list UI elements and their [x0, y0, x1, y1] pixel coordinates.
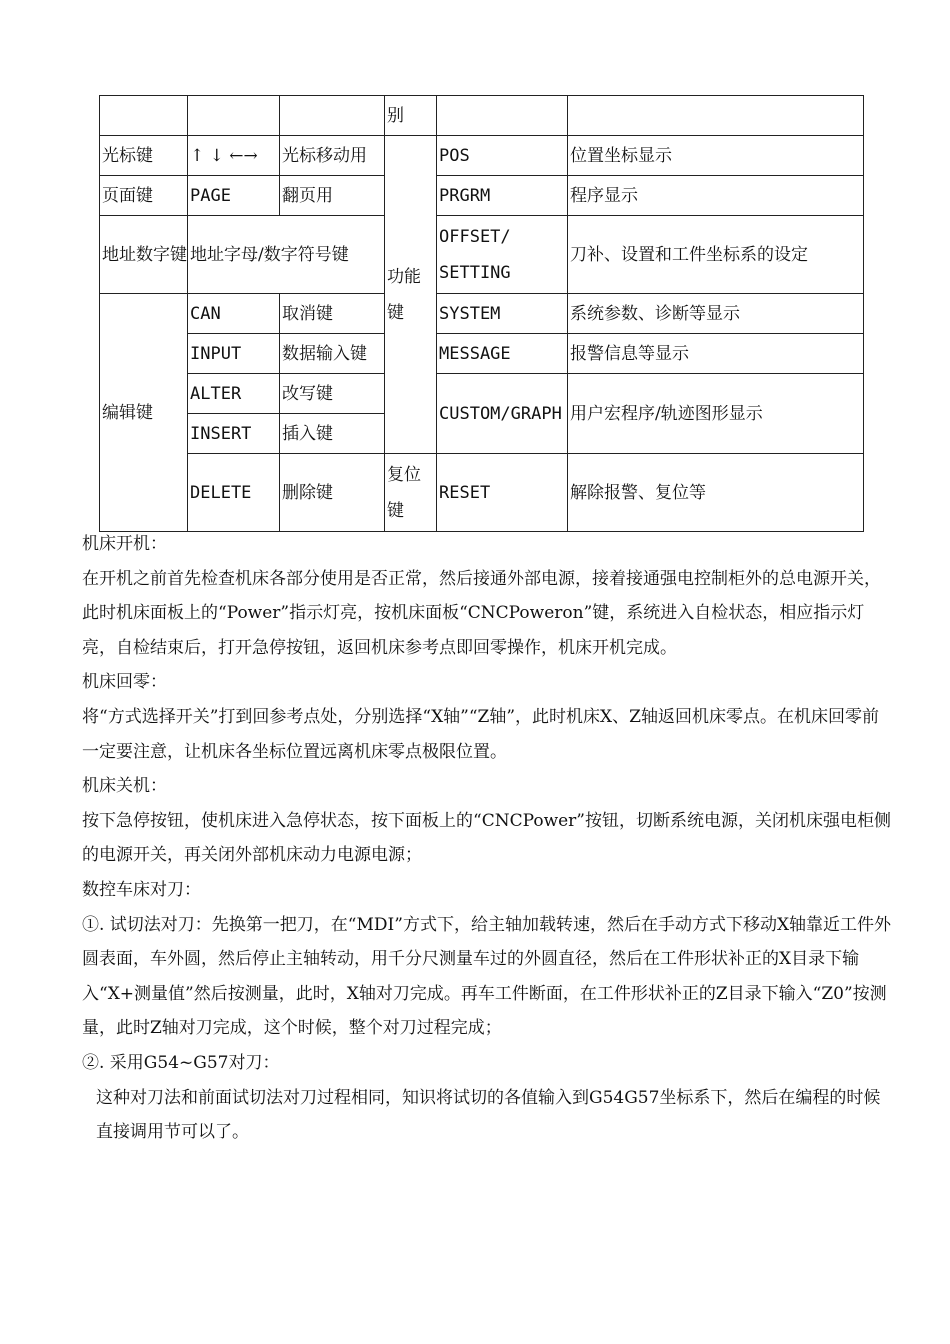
func-description: 位置坐标显示 [568, 136, 864, 176]
table-row [100, 294, 864, 334]
paragraph-startup: 在开机之前首先检查机床各部分使用是否正常，然后接通外部电源，接着接通强电控制柜外的总电源开关，此时机床面板上的“Power”指示灯亮，按机床面板“CNCPoweron”键，系统进入自检状态，相应指示灯亮，自检结束后，打开急停按钮，返回机床参考点即回零操作，机床开机完成。 [82, 568, 881, 658]
document-body [82, 527, 894, 1150]
paragraph-homing: 将“方式选择开关”打到回参考点处，分别选择“X轴”“Z轴”，此时机床X、Z轴返回机床零点。在机床回零前一定要注意，让机床各坐标位置远离机床零点极限位置。 [82, 706, 879, 762]
section-heading-shutdown: 机床关机： [82, 776, 167, 797]
key-group-name: 地址数字键 [100, 216, 188, 294]
paragraph-g54-body: 这种对刀法和前面试切法对刀过程相同，知识将试切的各值输入到G54G57坐标系下，然后在编程的时候直接调用节可以了。 [96, 1087, 881, 1143]
table-cell [188, 96, 280, 136]
func-key: MESSAGE [437, 334, 568, 374]
key-description: 取消键 [280, 294, 385, 334]
func-group-label: 功能键 [385, 136, 437, 454]
table-cell [280, 96, 385, 136]
table-cell [100, 96, 188, 136]
section-heading-homing: 机床回零： [82, 672, 167, 693]
key-symbol: INSERT [188, 414, 280, 454]
key-description: 光标移动用 [280, 136, 385, 176]
edit-group-label: 编辑键 [100, 294, 188, 532]
table-row [100, 96, 864, 136]
key-group-name: 页面键 [100, 176, 188, 216]
func-description: 程序显示 [568, 176, 864, 216]
table-row [100, 374, 864, 414]
section-heading-tool-setting: 数控车床对刀： [82, 879, 201, 900]
func-description: 系统参数、诊断等显示 [568, 294, 864, 334]
function-key-table [99, 95, 864, 532]
reset-group-label: 复位键 [385, 454, 437, 532]
table-cell [437, 96, 568, 136]
key-symbol: ↑ ↓ ←→ [188, 136, 280, 176]
func-key: SYSTEM [437, 294, 568, 334]
func-description: 解除报警、复位等 [568, 454, 864, 532]
table-row [100, 176, 864, 216]
paragraph-trial-cut: ①. 试切法对刀：先换第一把刀，在“MDI”方式下，给主轴加载转速，然后在手动方式下移动X轴靠近工件外圆表面，车外圆，然后停止主轴转动，用千分尺测量车过的外圆直径，然后在工件形状补正的X目录下输入“X+测量值”然后按测量，此时，X轴对刀完成。再车工件断面，在工件形状补正的Z目录下输入“Z0”按测量，此时Z轴对刀完成，这个时候，整个对刀过程完成； [82, 914, 892, 1039]
func-key: OFFSET/ SETTING [437, 216, 568, 294]
func-key: CUSTOM/GRAPH [437, 374, 568, 454]
table-row [100, 216, 864, 294]
key-group-name: 光标键 [100, 136, 188, 176]
key-description: 数据输入键 [280, 334, 385, 374]
func-key: PRGRM [437, 176, 568, 216]
key-description: 翻页用 [280, 176, 385, 216]
key-symbol: PAGE [188, 176, 280, 216]
key-symbol: INPUT [188, 334, 280, 374]
func-label-top: 别 [385, 96, 437, 136]
table-row [100, 454, 864, 532]
table-cell [568, 96, 864, 136]
key-symbol: DELETE [188, 454, 280, 532]
key-description: 地址字母/数字符号键 [188, 216, 385, 294]
table-row [100, 136, 864, 176]
func-key: RESET [437, 454, 568, 532]
key-description: 删除键 [280, 454, 385, 532]
key-description: 改写键 [280, 374, 385, 414]
paragraph-shutdown: 按下急停按钮，使机床进入急停状态，按下面板上的“CNCPower”按钮，切断系统电源，关闭机床强电柜侧的电源开关，再关闭外部机床动力电源电源； [82, 810, 891, 866]
func-description: 刀补、设置和工件坐标系的设定 [568, 216, 864, 294]
table-row [100, 334, 864, 374]
func-description: 用户宏程序/轨迹图形显示 [568, 374, 864, 454]
paragraph-g54-heading: ②. 采用G54~G57对刀： [82, 1052, 280, 1073]
section-heading-startup: 机床开机： [82, 534, 167, 554]
key-symbol: ALTER [188, 374, 280, 414]
key-description: 插入键 [280, 414, 385, 454]
func-key: POS [437, 136, 568, 176]
func-description: 报警信息等显示 [568, 334, 864, 374]
key-symbol: CAN [188, 294, 280, 334]
